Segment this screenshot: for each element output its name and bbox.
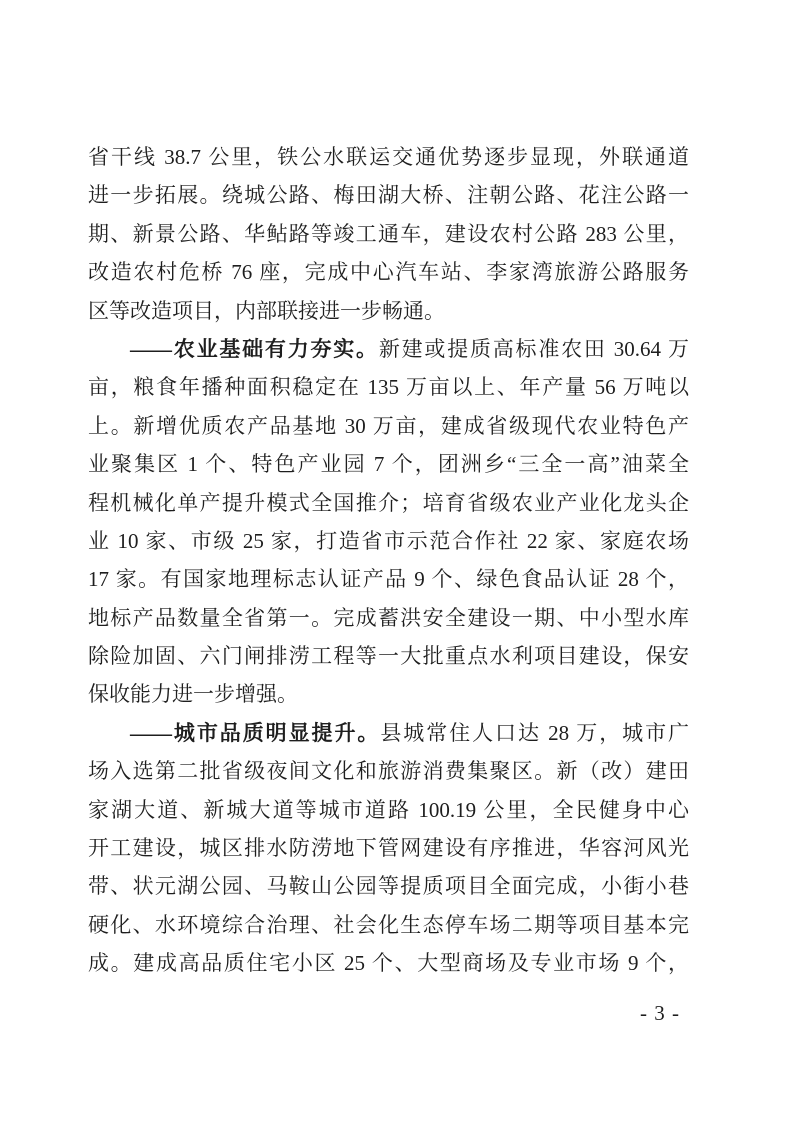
text-line (88, 215, 689, 253)
text-segment: 成。建成高品质住宅小区 25 个、大型商场及专业市场 9 个， (88, 951, 689, 976)
text-line (88, 445, 689, 483)
text-segment: 家湖大道、新城大道等城市道路 100.19 公里，全民健身中心 (88, 797, 689, 822)
text-segment: 改造农村危桥 76 座，完成中心汽车站、李家湾旅游公路服务 (88, 260, 689, 285)
text-segment: 硬化、水环境综合治理、社会化生态停车场二期等项目基本完 (88, 912, 689, 937)
text-line (88, 791, 689, 829)
paragraph-agriculture-foundation (88, 330, 689, 714)
page-number: - 3 - (640, 1001, 680, 1025)
text-line (88, 138, 689, 176)
text-segment: 除险加固、六门闸排涝工程等一大批重点水利项目建设，保安 (88, 644, 689, 669)
text-line (88, 484, 689, 522)
text-line (88, 906, 689, 944)
text-line (88, 829, 689, 867)
text-segment: 新建或提质高标准农田 30.64 万 (378, 336, 689, 361)
text-segment: 省干线 38.7 公里，铁公水联运交通优势逐步显现，外联通道 (88, 145, 689, 169)
text-line (88, 330, 689, 368)
text-segment: 地标产品数量全省第一。完成蓄洪安全建设一期、中小型水库 (88, 605, 689, 630)
text-line (88, 368, 689, 406)
text-line (88, 599, 689, 637)
text-segment: 场入选第二批省级夜间文化和旅游消费集聚区。新（改）建田 (88, 759, 689, 784)
section-heading: ——城市品质明显提升。 (130, 720, 381, 745)
text-segment: 县城常住人口达 28 万，城市广 (380, 720, 689, 745)
paragraph-city-quality (88, 714, 689, 983)
text-line (88, 522, 689, 560)
text-segment: 区等改造项目，内部联接进一步畅通。 (88, 298, 445, 323)
text-line (88, 407, 689, 445)
text-segment: 业 10 家、市级 25 家，打造省市示范合作社 22 家、家庭农场 (88, 528, 689, 553)
text-line (88, 944, 689, 982)
text-segment: 业聚集区 1 个、特色产业园 7 个，团洲乡“三全一高”油菜全 (88, 452, 689, 477)
text-line (88, 176, 689, 214)
text-segment: 17 家。有国家地理标志认证产品 9 个、绿色食品认证 28 个， (88, 567, 689, 592)
text-line (88, 637, 689, 675)
text-line (88, 675, 689, 713)
paragraph-transport-continuation (88, 138, 689, 330)
text-line (88, 752, 689, 790)
text-segment: 程机械化单产提升模式全国推介；培育省级农业产业化龙头企 (88, 490, 689, 515)
text-line (88, 714, 689, 752)
text-line (88, 253, 689, 291)
text-line (88, 560, 689, 598)
text-segment: 开工建设，城区排水防涝地下管网建设有序推进，华容河风光 (88, 836, 689, 861)
text-segment: 亩，粮食年播种面积稳定在 135 万亩以上、年产量 56 万吨以 (88, 375, 689, 400)
section-heading: ——农业基础有力夯实。 (130, 336, 379, 361)
text-segment: 保收能力进一步增强。 (88, 682, 298, 707)
text-segment: 上。新增优质农产品基地 30 万亩，建成省级现代农业特色产 (88, 413, 689, 438)
document-text (88, 138, 689, 983)
text-segment: 期、新景公路、华鲇路等竣工通车，建设农村公路 283 公里， (88, 221, 689, 246)
text-line (88, 292, 689, 330)
text-segment: 带、状元湖公园、马鞍山公园等提质项目全面完成，小街小巷 (88, 874, 689, 899)
text-line (88, 867, 689, 905)
text-segment: 进一步拓展。绕城公路、梅田湖大桥、注朝公路、花注公路一 (88, 183, 689, 208)
